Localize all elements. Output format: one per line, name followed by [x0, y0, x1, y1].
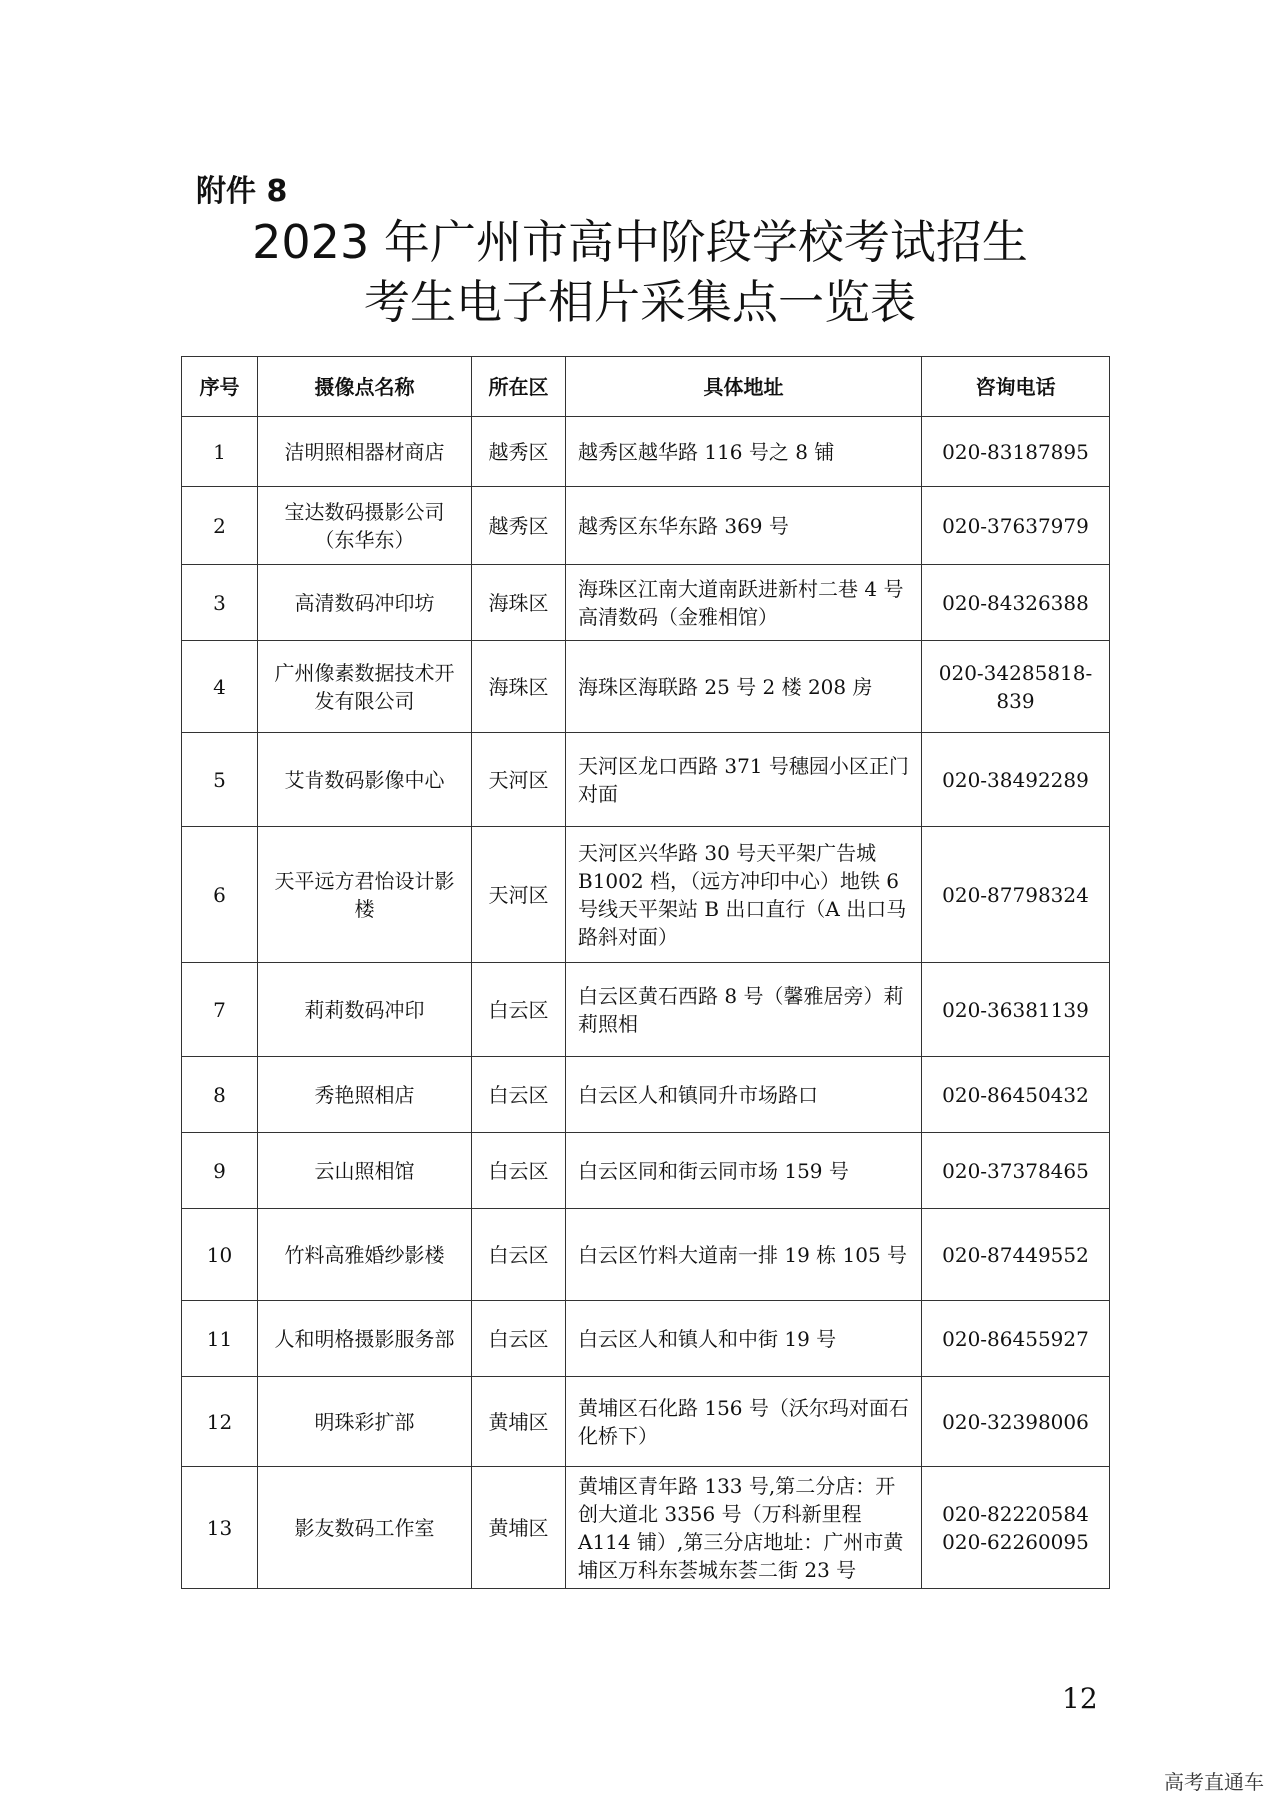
cell-phone: 020-37637979	[922, 487, 1110, 565]
cell-district: 黄埔区	[472, 1377, 566, 1467]
table-header-row	[182, 357, 1110, 417]
table-row	[182, 1377, 1110, 1467]
cell-address: 越秀区东华东路 369 号	[566, 487, 922, 565]
column-header-no: 序号	[182, 357, 258, 417]
cell-name: 天平远方君怡设计影楼	[258, 827, 472, 963]
cell-no: 5	[182, 733, 258, 827]
cell-name: 莉莉数码冲印	[258, 963, 472, 1057]
cell-district: 越秀区	[472, 487, 566, 565]
cell-no: 7	[182, 963, 258, 1057]
cell-district: 天河区	[472, 827, 566, 963]
cell-name: 广州像素数据技术开发有限公司	[258, 641, 472, 733]
cell-address: 白云区人和镇同升市场路口	[566, 1057, 922, 1133]
column-header-phone: 咨询电话	[922, 357, 1110, 417]
cell-district: 白云区	[472, 1133, 566, 1209]
cell-no: 12	[182, 1377, 258, 1467]
cell-district: 黄埔区	[472, 1467, 566, 1589]
table-row	[182, 733, 1110, 827]
cell-name: 影友数码工作室	[258, 1467, 472, 1589]
cell-district: 白云区	[472, 963, 566, 1057]
cell-name: 秀艳照相店	[258, 1057, 472, 1133]
cell-no: 11	[182, 1301, 258, 1377]
cell-phone: 020-32398006	[922, 1377, 1110, 1467]
cell-district: 海珠区	[472, 641, 566, 733]
table-row	[182, 641, 1110, 733]
cell-no: 2	[182, 487, 258, 565]
cell-phone: 020-38492289	[922, 733, 1110, 827]
cell-district: 白云区	[472, 1209, 566, 1301]
cell-district: 越秀区	[472, 417, 566, 487]
cell-address: 天河区兴华路 30 号天平架广告城 B1002 档，（远方冲印中心）地铁 6 号线天平架站 B 出口直行（A 出口马路斜对面）	[566, 827, 922, 963]
cell-address: 天河区龙口西路 371 号穗园小区正门对面	[566, 733, 922, 827]
cell-no: 8	[182, 1057, 258, 1133]
cell-address: 黄埔区石化路 156 号（沃尔玛对面石化桥下）	[566, 1377, 922, 1467]
photo-sites-table	[181, 356, 1110, 1589]
attachment-label: 附件 8	[196, 174, 288, 209]
cell-phone: 020-34285818-839	[922, 641, 1110, 733]
cell-phone: 020-86455927	[922, 1301, 1110, 1377]
cell-no: 1	[182, 417, 258, 487]
cell-district: 白云区	[472, 1057, 566, 1133]
cell-phone: 020-87449552	[922, 1209, 1110, 1301]
cell-name: 人和明格摄影服务部	[258, 1301, 472, 1377]
cell-no: 3	[182, 565, 258, 641]
cell-phone: 020-82220584 020-62260095	[922, 1467, 1110, 1589]
table-row	[182, 1209, 1110, 1301]
table-row	[182, 1057, 1110, 1133]
cell-no: 9	[182, 1133, 258, 1209]
cell-name: 高清数码冲印坊	[258, 565, 472, 641]
cell-address: 黄埔区青年路 133 号,第二分店：开创大道北 3356 号（万科新里程 A114 铺）,第三分店地址：广州市黄埔区万科东荟城东荟二街 23 号	[566, 1467, 922, 1589]
table-row	[182, 565, 1110, 641]
cell-phone: 020-83187895	[922, 417, 1110, 487]
page-title-line2: 考生电子相片采集点一览表	[364, 275, 916, 329]
column-header-district: 所在区	[472, 357, 566, 417]
cell-phone: 020-84326388	[922, 565, 1110, 641]
cell-no: 4	[182, 641, 258, 733]
cell-name: 明珠彩扩部	[258, 1377, 472, 1467]
table-row	[182, 963, 1110, 1057]
cell-district: 海珠区	[472, 565, 566, 641]
cell-phone: 020-36381139	[922, 963, 1110, 1057]
table-row	[182, 1467, 1110, 1589]
cell-address: 白云区人和镇人和中街 19 号	[566, 1301, 922, 1377]
table-row	[182, 487, 1110, 565]
page-title-line1: 2023 年广州市高中阶段学校考试招生	[252, 215, 1028, 269]
table-row	[182, 1301, 1110, 1377]
page-number: 12	[1062, 1682, 1098, 1715]
cell-address: 白云区同和街云同市场 159 号	[566, 1133, 922, 1209]
cell-address: 海珠区海联路 25 号 2 楼 208 房	[566, 641, 922, 733]
column-header-name: 摄像点名称	[258, 357, 472, 417]
cell-name: 艾肯数码影像中心	[258, 733, 472, 827]
cell-name: 云山照相馆	[258, 1133, 472, 1209]
cell-address: 白云区竹料大道南一排 19 栋 105 号	[566, 1209, 922, 1301]
cell-address: 白云区黄石西路 8 号（馨雅居旁）莉莉照相	[566, 963, 922, 1057]
cell-phone: 020-37378465	[922, 1133, 1110, 1209]
cell-name: 竹料高雅婚纱影楼	[258, 1209, 472, 1301]
column-header-address: 具体地址	[566, 357, 922, 417]
watermark-text: 高考直通车	[1164, 1770, 1264, 1794]
cell-address: 海珠区江南大道南跃进新村二巷 4 号 高清数码（金雅相馆）	[566, 565, 922, 641]
cell-district: 白云区	[472, 1301, 566, 1377]
cell-address: 越秀区越华路 116 号之 8 铺	[566, 417, 922, 487]
cell-phone: 020-87798324	[922, 827, 1110, 963]
cell-phone: 020-86450432	[922, 1057, 1110, 1133]
cell-no: 6	[182, 827, 258, 963]
table-row	[182, 417, 1110, 487]
cell-no: 13	[182, 1467, 258, 1589]
cell-name: 宝达数码摄影公司（东华东）	[258, 487, 472, 565]
cell-district: 天河区	[472, 733, 566, 827]
table-row	[182, 1133, 1110, 1209]
cell-no: 10	[182, 1209, 258, 1301]
cell-name: 洁明照相器材商店	[258, 417, 472, 487]
table-row	[182, 827, 1110, 963]
